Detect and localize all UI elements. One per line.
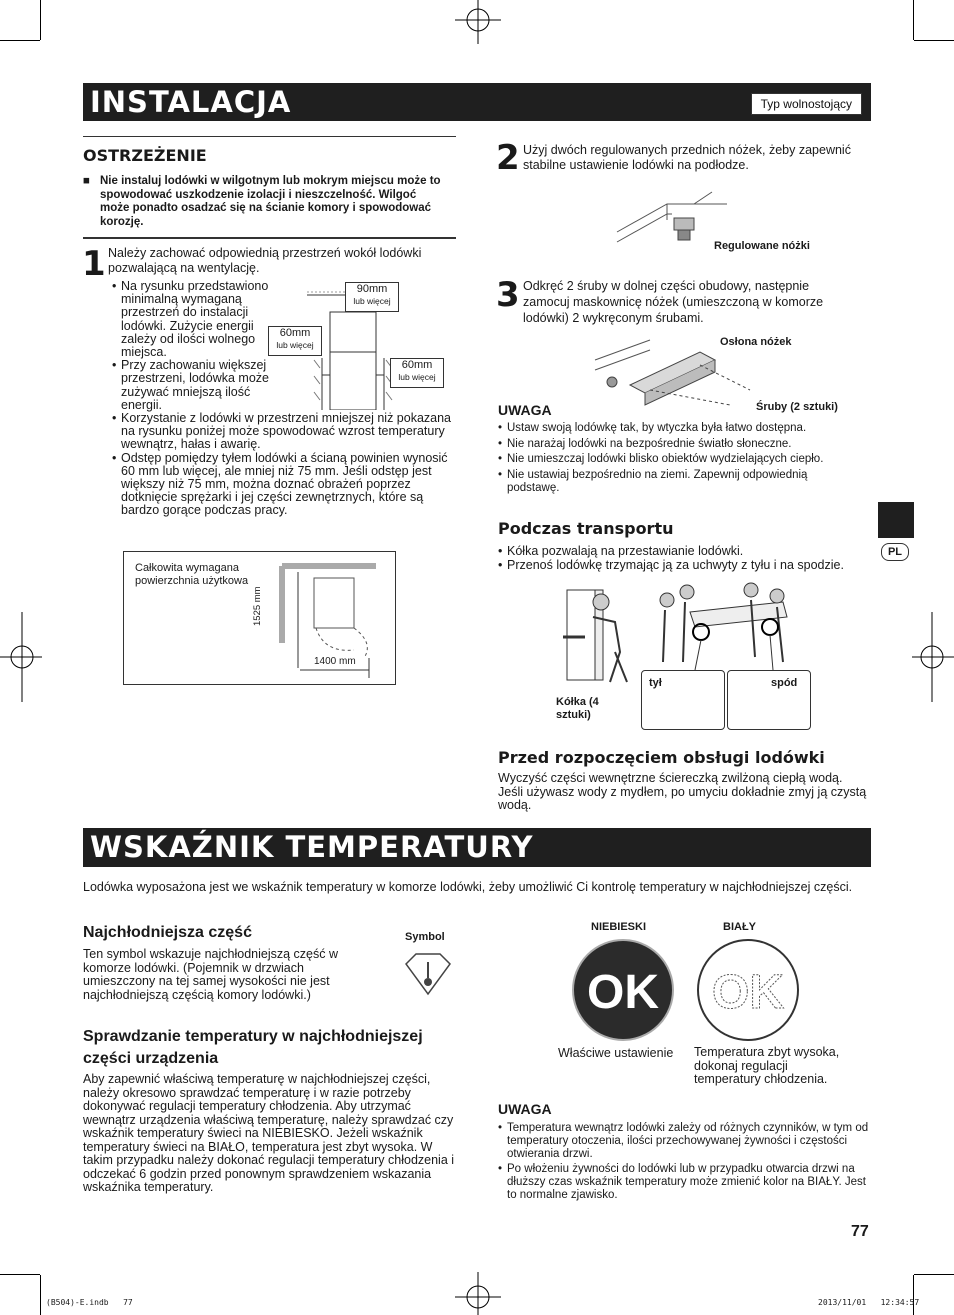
- list-item: • Nie ustawiaj bezpośrednio na ziemi. Zapewnij odpowiednią podstawę.: [498, 469, 838, 496]
- crop-mark: [913, 1275, 914, 1315]
- label-adjustable-feet: Regulowane nóżki: [714, 240, 810, 252]
- warning-block: ■ Nie instaluj lodówki w wilgotnym lub mokrym miejscu może to spowodować uszkodzenie izolacji i nieszczelność. Wilgoć może ponadto osadzać się na ścianie komory i spowodować korozję.: [83, 175, 443, 229]
- area-diagram: [123, 551, 396, 685]
- warning-heading: OSTRZEŻENIE: [83, 146, 207, 165]
- divider: [83, 237, 456, 239]
- detail-bottom-box: [727, 670, 811, 730]
- side-tab-block: [878, 502, 914, 538]
- registration-mark: [912, 612, 954, 702]
- warning-text: Nie instaluj lodówki w wilgotnym lub mokrym miejscu może to spowodować uszkodzenie izolacji i nieszczelność. Wilgoć może ponadto osadzać się na ścianie komory i spowodować korozję.: [100, 175, 441, 228]
- step1-intro: Należy zachować odpowiednią przestrzeń wokół lodówki pozwalającą na wentylację.: [108, 246, 422, 275]
- crop-mark: [0, 1274, 40, 1275]
- list-item: • Odstęp pomiędzy tyłem lodówki a ścianą powinien wynosić 60 mm lub więcej, ale mniej niż 75 mm. Jeśli odstęp jest większy niż 75 mm, można doznać obrażeń poprzez dotknięcie sprężarki i jej części zewnętrznych, które są bardzo gorące podczas pracy.: [112, 452, 454, 518]
- ok-text: OK: [587, 966, 659, 1019]
- page-number: 77: [851, 1223, 869, 1240]
- list-item: • Temperatura wewnątrz lodówki zależy od różnych czynników, w tym od temperatury otoczenia, ilości przechowywanej żywności i częstości otwierania drzwi.: [498, 1122, 874, 1161]
- check-heading: Sprawdzanie temperatury w najchłodniejszej części urządzenia: [83, 1028, 423, 1067]
- clearance-left-box: [268, 326, 322, 356]
- white-caption: Temperatura zbyt wysoka, dokonaj regulacji temperatury chłodzenia.: [694, 1045, 840, 1086]
- coldest-text: Ten symbol wskazuje najchłodniejszą część w komorze lodówki. (Pojemnik w drzwiach umieszczony na tej samej wysokości nie jest najchłodniejszą częścią komory lodówki.): [83, 947, 338, 1002]
- before-use-heading: Przed rozpoczęciem obsługi lodówki: [498, 748, 825, 767]
- ok-text: OK: [712, 966, 784, 1019]
- list-item: • Kółka pozwalają na przestawianie lodówki.: [498, 544, 870, 558]
- step1-bullets-wide: [112, 412, 454, 518]
- label-foot-cover: Osłona nóżek: [720, 336, 792, 348]
- list-item: • Przenoś lodówkę trzymając ją za uchwyty z tyłu i na spodzie.: [498, 558, 870, 572]
- step-number: 1: [82, 244, 106, 284]
- temp-intro: Lodówka wyposażona jest we wskaźnik temperatury w komorze lodówki, żeby umożliwić Ci kontrolę temperatury w najchłodniejszej części.: [83, 880, 853, 894]
- symbol-label: Symbol: [405, 931, 445, 943]
- file-info-right: 2013/11/01 12:34:57: [818, 1298, 920, 1307]
- before-use-text: Wyczyść części wewnętrzne ściereczką zwilżoną ciepłą wodą. Jeśli używasz wody z mydłem, po umyciu dokładnie zmyj ją czystą wodą.: [498, 771, 867, 812]
- label-screws: Śruby (2 sztuki): [756, 401, 838, 413]
- clearance-right-value: 60mm: [401, 359, 433, 371]
- crop-mark: [40, 1275, 41, 1315]
- list-item: • Nie narażaj lodówki na bezpośrednie światło słoneczne.: [498, 438, 838, 452]
- transport-heading: Podczas transportu: [498, 519, 674, 538]
- temp-note-list: [498, 1122, 874, 1202]
- step2-text: Użyj dwóch regulowanych przednich nóżek, żeby zapewnić stabilne ustawienie lodówki na podłodze.: [523, 143, 851, 172]
- divider: [83, 136, 456, 137]
- note-list: [498, 422, 838, 496]
- registration-mark: [0, 612, 42, 702]
- crop-mark: [913, 0, 914, 40]
- or-more-label: lub więcej: [353, 296, 391, 306]
- language-badge: PL: [881, 543, 909, 561]
- label-back: tył: [649, 677, 662, 689]
- list-item: • Przy zachowaniu większej przestrzeni, lodówka może zużywać mniejszą ilość energii.: [112, 359, 284, 412]
- list-item: • Nie umieszczaj lodówki blisko obiektów wydzielających ciepło.: [498, 453, 838, 467]
- list-item: • Korzystanie z lodówki w przestrzeni mniejszej niż pokazana na rysunku poniżej może spowodować wzrost temperatury wewnątrz, hałas i awarię.: [112, 412, 454, 452]
- list-item: • Ustaw swoją lodówkę tak, by wtyczka była łatwo dostępna.: [498, 422, 838, 436]
- dim-width: 1400 mm: [314, 656, 356, 667]
- clearance-right-box: [390, 358, 444, 388]
- transport-list: [498, 544, 870, 572]
- blue-label: NIEBIESKI: [591, 921, 647, 933]
- section-title: INSTALACJA: [90, 85, 292, 119]
- step3-text: Odkręć 2 śruby w dolnej części obudowy, następnie zamocuj maskownicę nóżek (umieszczoną w komorze lodówki) 2 wykręconym śrubami.: [523, 279, 824, 325]
- crop-mark: [914, 40, 954, 41]
- step-number: 2: [496, 138, 520, 178]
- label-wheels: Kółka (4 sztuki): [556, 696, 599, 721]
- crop-mark: [914, 1274, 954, 1275]
- check-text: Aby zapewnić właściwą temperaturę w najchłodniejszej części, należy okresowo sprawdzać temperaturę i w razie potrzeby dokonywać regulacji temperatury chłodzenia. Aby utrzymać wewnątrz urządzenia właściwą temperaturę, należy sprawdzać czy wskaźnik temperatury świeci na NIEBIESKO. Jeżeli wskaźnik temperatury świeci na BIAŁO, temperatura jest zbyt wysoka. W takim przypadku należy dokonać regulacji temperatury chłodzenia i odczekać 6 godzin przed ponownym sprawdzeniem wskazania wskaźnika temperatury.: [83, 1072, 455, 1194]
- clearance-top-value: 90mm: [356, 283, 388, 295]
- note-heading: UWAGA: [498, 1101, 552, 1117]
- crop-mark: [0, 40, 40, 41]
- or-more-label: lub więcej: [398, 372, 436, 382]
- step1-bullets-narrow: [112, 280, 284, 412]
- note-heading: UWAGA: [498, 402, 552, 418]
- dim-height: 1525 mm: [252, 586, 263, 626]
- section-title: WSKAŹNIK TEMPERATURY: [90, 830, 534, 864]
- type-tag: Typ wolnostojący: [751, 93, 862, 115]
- or-more-label: lub więcej: [276, 340, 314, 350]
- clearance-left-value: 60mm: [279, 327, 311, 339]
- white-label: BIAŁY: [723, 921, 756, 933]
- registration-mark: [455, 0, 501, 46]
- list-item: • Na rysunku przedstawiono minimalną wymaganą przestrzeń do instalacji lodówki. Zużycie energii zależy od ilości wolnego miejsca.: [112, 280, 284, 359]
- area-label: Całkowita wymagana powierzchnia użytkowa: [135, 562, 249, 587]
- indicator-blue-ok: [571, 938, 675, 1042]
- label-bottom: spód: [771, 677, 798, 689]
- file-info-left: (B504)-E.indb 77: [46, 1298, 133, 1307]
- section-header-temperature: [83, 828, 871, 867]
- coldest-symbol-icon: [402, 950, 454, 1000]
- clearance-top-box: [345, 282, 399, 312]
- registration-mark: [455, 1272, 501, 1315]
- blue-caption: Właściwe ustawienie: [558, 1046, 674, 1060]
- coldest-heading: Najchłodniejsza część: [83, 924, 252, 941]
- crop-mark: [40, 0, 41, 40]
- indicator-white-ok: [696, 938, 800, 1042]
- step-number: 3: [496, 275, 520, 315]
- list-item: • Po włożeniu żywności do lodówki lub w przypadku otwarcia drzwi na dłuższy czas wskaźnik temperatury może zmienić kolor na BIAŁY. Jest to normalne zjawisko.: [498, 1163, 874, 1202]
- section-header-installation: [83, 83, 871, 121]
